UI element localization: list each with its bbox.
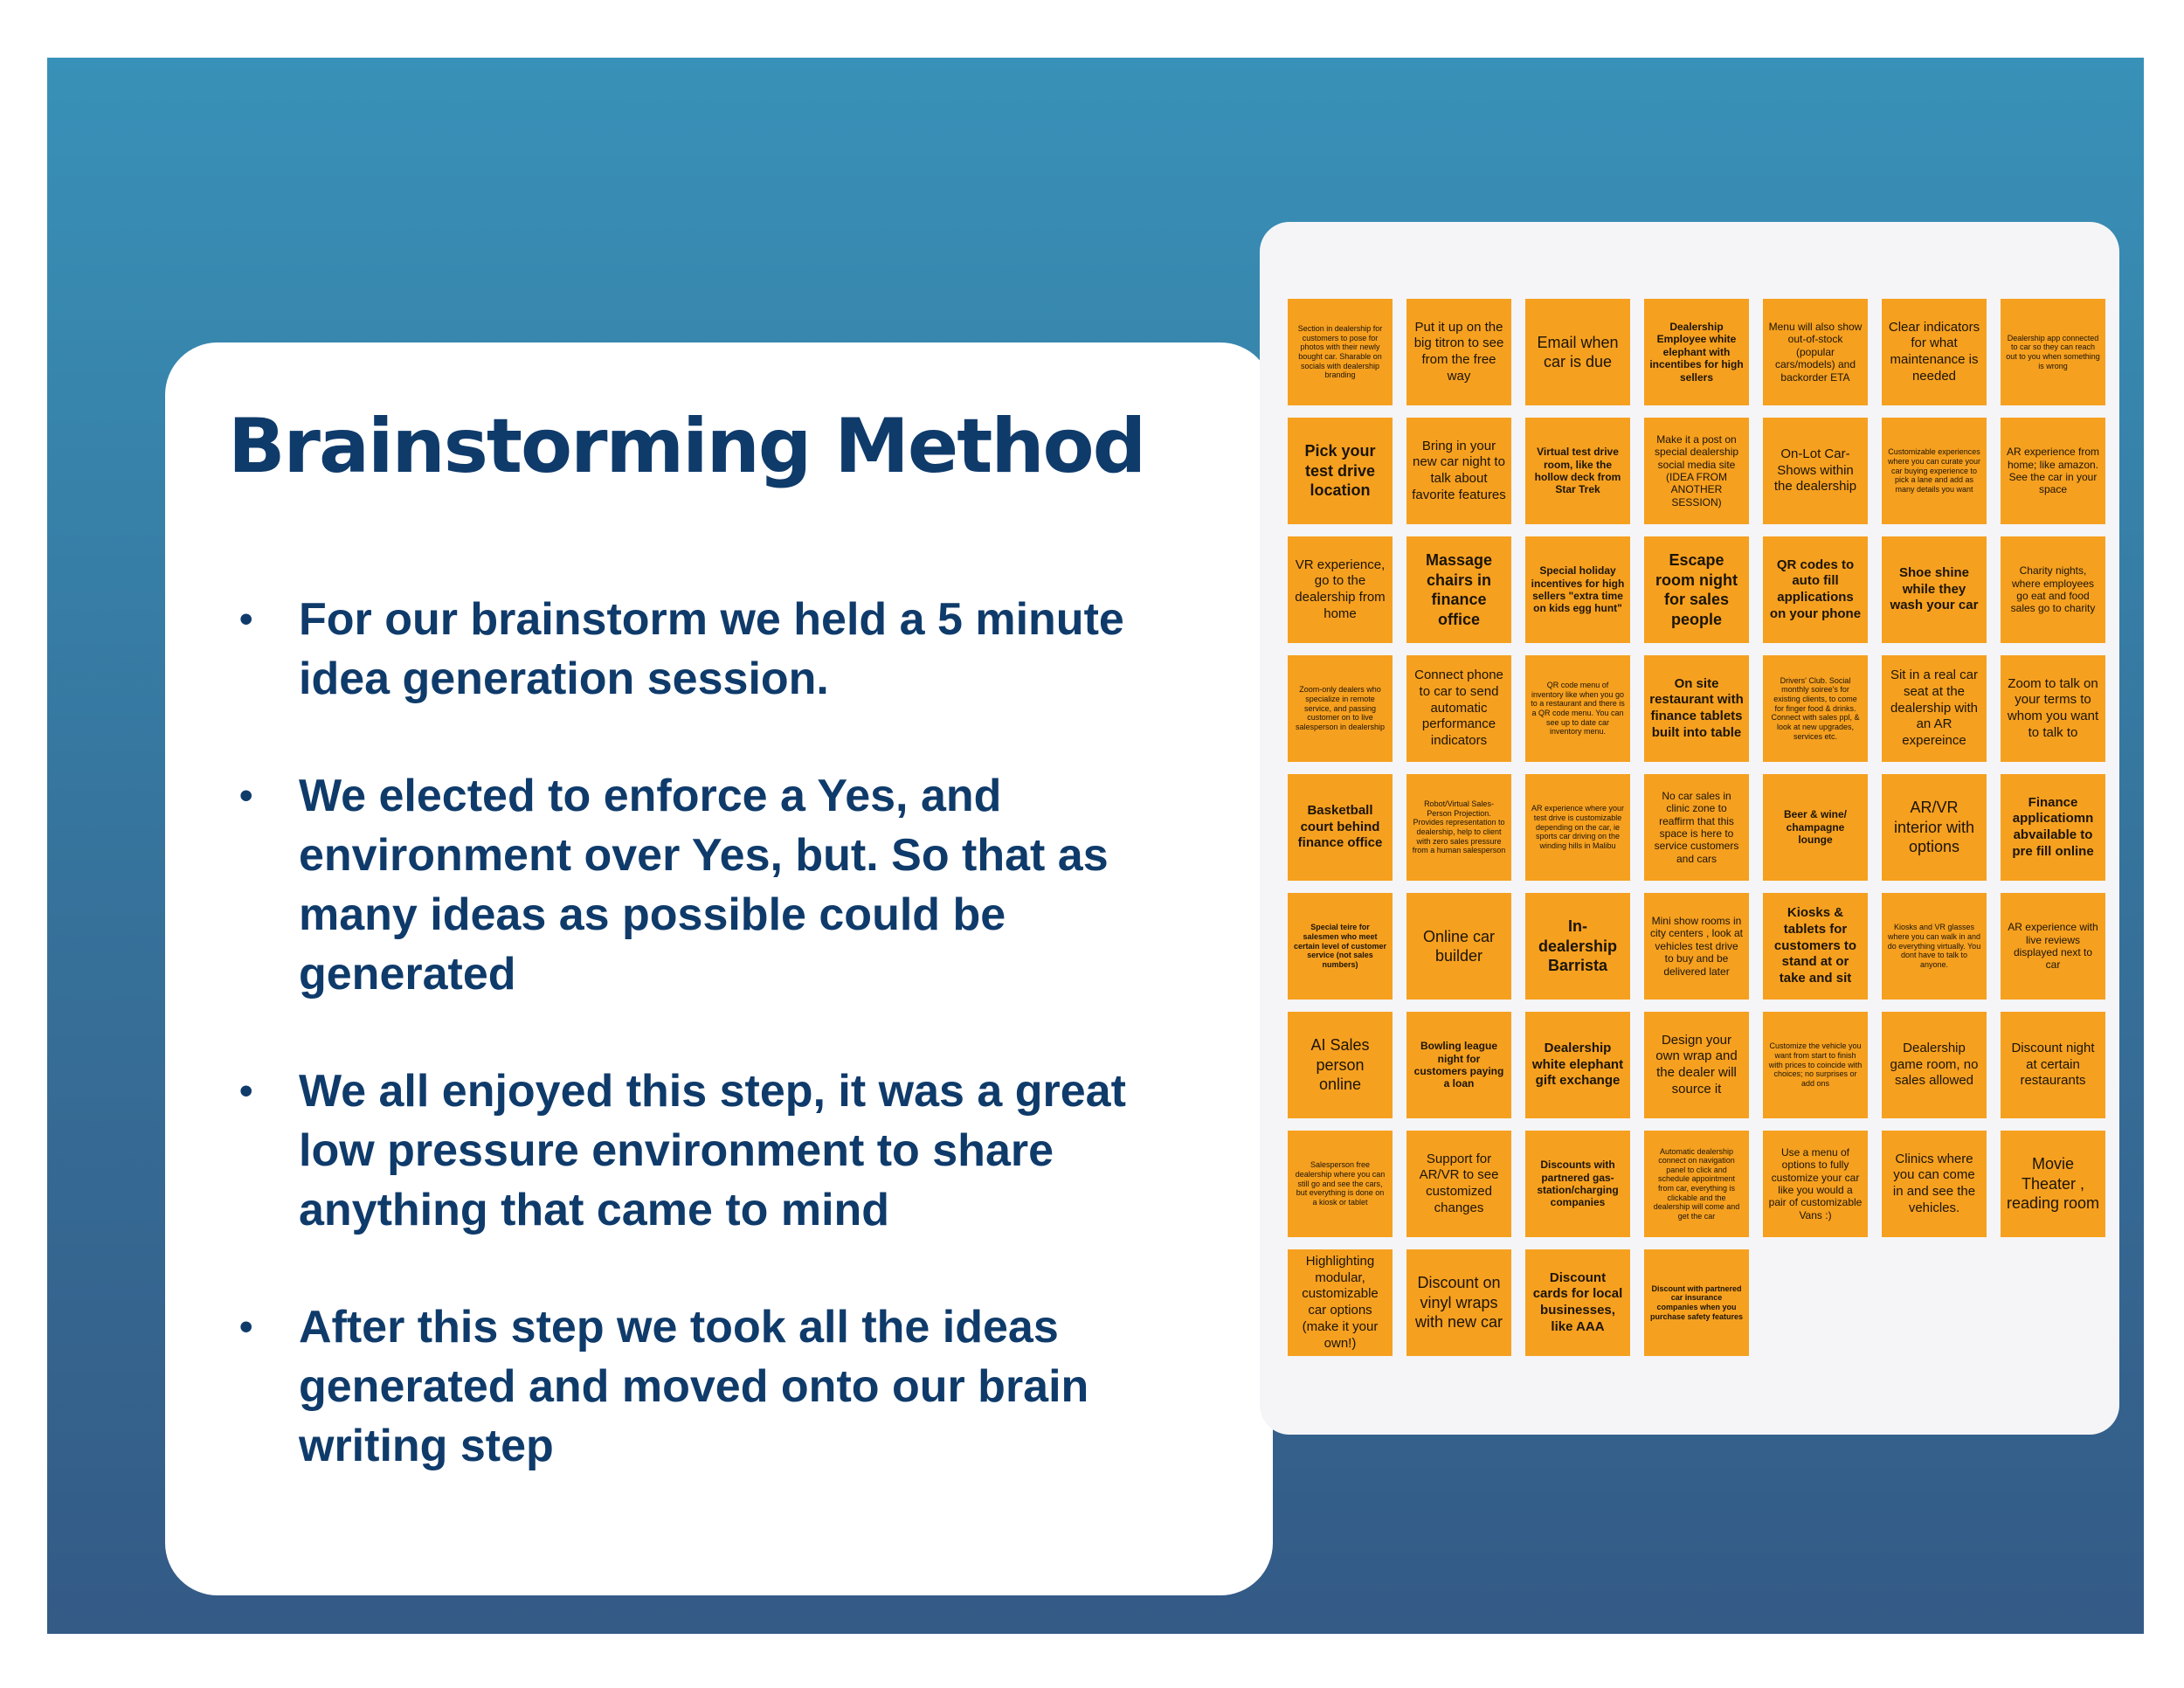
sticky-note: In-dealership Barrista: [1525, 893, 1630, 1000]
bullet-symbol: •: [239, 774, 253, 817]
sticky-note-grid: [1288, 299, 2105, 1356]
page-title: Brainstorming Method: [228, 403, 1145, 490]
sticky-note: Bowling league night for customers paying a loan: [1406, 1012, 1511, 1118]
sticky-note: Use a menu of options to fully customize your car like you would a pair of customizable Vans :): [1763, 1131, 1868, 1237]
sticky-note: Special teire for salesmen who meet certain level of customer service (not sales numbers): [1288, 893, 1393, 1000]
sticky-note: Mini show rooms in city centers , look at vehicles test drive to buy and be delivered later: [1644, 893, 1749, 1000]
sticky-note: Make it a post on special dealership social media site (IDEA FROM ANOTHER SESSION): [1644, 418, 1749, 524]
sticky-note: QR code menu of inventory like when you go to a restaurant and there is a QR code menu. You can see up to date car inventory menu.: [1525, 655, 1630, 762]
sticky-note: Discount with partnered car insurance companies when you purchase safety features: [1644, 1249, 1749, 1356]
sticky-note: Dealership app connected to car so they can reach out to you when something is wrong: [2001, 299, 2105, 405]
sticky-note: VR experience, go to the dealership from home: [1288, 536, 1393, 643]
sticky-note: Customize the vehicle you want from start to finish with prices to coincide with choices; no surprises or add ons: [1763, 1012, 1868, 1118]
bullet-list: [239, 590, 1200, 1533]
sticky-note: Dealership Employee white elephant with incentibes for high sellers: [1644, 299, 1749, 405]
sticky-note: Massage chairs in finance office: [1406, 536, 1511, 643]
slide-background: [47, 58, 2144, 1634]
sticky-note: AR experience with live reviews displayed next to car: [2001, 893, 2105, 1000]
sticky-note: Escape room night for sales people: [1644, 536, 1749, 643]
sticky-note: On-Lot Car-Shows within the dealership: [1763, 418, 1868, 524]
bullet-symbol: •: [239, 598, 253, 640]
bullet-symbol: •: [239, 1069, 253, 1112]
sticky-note: Highlighting modular, customizable car options (make it your own!): [1288, 1249, 1393, 1356]
sticky-note: Design your own wrap and the dealer will source it: [1644, 1012, 1749, 1118]
sticky-note: Zoom to talk on your terms to whom you want to talk to: [2001, 655, 2105, 762]
sticky-note: Special holiday incentives for high sellers "extra time on kids egg hunt": [1525, 536, 1630, 643]
sticky-note: Sit in a real car seat at the dealership with an AR expereince: [1882, 655, 1987, 762]
sticky-note: Salesperson free dealership where you can still go and see the cars, but everything is done on a kiosk or tablet: [1288, 1131, 1393, 1237]
sticky-note: Robot/Virtual Sales-Person Projection. Provides representation to dealership, help to client with zero sales pressure from a human salesperson: [1406, 774, 1511, 881]
sticky-note: AR experience where your test drive is customizable depending on the car, ie sports car driving on the winding hills in Malibu: [1525, 774, 1630, 881]
bullet-text: For our brainstorm we held a 5 minute idea generation session.: [299, 594, 1124, 704]
sticky-note: Charity nights, where employees go eat and food sales go to charity: [2001, 536, 2105, 643]
sticky-note: Dealership white elephant gift exchange: [1525, 1012, 1630, 1118]
sticky-note: Dealership game room, no sales allowed: [1882, 1012, 1987, 1118]
bullet-item: [239, 1297, 1200, 1476]
sticky-note: Put it up on the big titron to see from the free way: [1406, 299, 1511, 405]
sticky-note: Discount cards for local businesses, like AAA: [1525, 1249, 1630, 1356]
sticky-note: Virtual test drive room, like the hollow deck from Star Trek: [1525, 418, 1630, 524]
sticky-note: Clear indicators for what maintenance is needed: [1882, 299, 1987, 405]
bullet-text: After this step we took all the ideas generated and moved onto our brain writing step: [299, 1302, 1089, 1471]
bullet-text: We all enjoyed this step, it was a great low pressure environment to share anything that came to mind: [299, 1066, 1126, 1235]
sticky-note: Kiosks and VR glasses where you can walk in and do everything virtually. You dont have to talk to anyone.: [1882, 893, 1987, 1000]
bullet-symbol: •: [239, 1305, 253, 1348]
sticky-note: Section in dealership for customers to pose for photos with their newly bought car. Sharable on socials with dealership branding: [1288, 299, 1393, 405]
sticky-note: Shoe shine while they wash your car: [1882, 536, 1987, 643]
sticky-note: Discount on vinyl wraps with new car: [1406, 1249, 1511, 1356]
sticky-note: On site restaurant with finance tablets built into table: [1644, 655, 1749, 762]
sticky-note: Discount night at certain restaurants: [2001, 1012, 2105, 1118]
sticky-note: Bring in your new car night to talk about favorite features: [1406, 418, 1511, 524]
sticky-note: Beer & wine/ champagne lounge: [1763, 774, 1868, 881]
sticky-note: Support for AR/VR to see customized changes: [1406, 1131, 1511, 1237]
sticky-note: Automatic dealership connect on navigation panel to click and schedule appointment from car, everything is clickable and the dealership will come and get the car: [1644, 1131, 1749, 1237]
sticky-note: Drivers' Club. Social monthly soiree's for existing clients, to come for finger food & drinks. Connect with sales ppl, & look at new upgrades, services etc.: [1763, 655, 1868, 762]
bullet-item: [239, 766, 1200, 1004]
sticky-note-board: [1260, 222, 2119, 1435]
sticky-note: Basketball court behind finance office: [1288, 774, 1393, 881]
sticky-note: Kiosks & tablets for customers to stand at or take and sit: [1763, 893, 1868, 1000]
sticky-note: Clinics where you can come in and see the vehicles.: [1882, 1131, 1987, 1237]
sticky-note: QR codes to auto fill applications on your phone: [1763, 536, 1868, 643]
sticky-note: Online car builder: [1406, 893, 1511, 1000]
sticky-note: Zoom-only dealers who specialize in remote service, and passing customer on to live salesperson in dealership: [1288, 655, 1393, 762]
sticky-note: Email when car is due: [1525, 299, 1630, 405]
sticky-note: Customizable experiences where you can curate your car buying experience to pick a lane and add as many details you want: [1882, 418, 1987, 524]
sticky-note: Movie Theater , reading room: [2001, 1131, 2105, 1237]
sticky-note: AI Sales person online: [1288, 1012, 1393, 1118]
text-card: [165, 342, 1273, 1595]
sticky-note: AR/VR interior with options: [1882, 774, 1987, 881]
sticky-note: Menu will also show out-of-stock (popular cars/models) and backorder ETA: [1763, 299, 1868, 405]
sticky-note: Discounts with partnered gas-station/charging companies: [1525, 1131, 1630, 1237]
bullet-item: [239, 1062, 1200, 1240]
bullet-text: We elected to enforce a Yes, and environment over Yes, but. So that as many ideas as possible could be generated: [299, 771, 1109, 1000]
sticky-note: Finance applicatiomn abvailable to pre fill online: [2001, 774, 2105, 881]
bullet-item: [239, 590, 1200, 709]
sticky-note: AR experience from home; like amazon. See the car in your space: [2001, 418, 2105, 524]
sticky-note: Pick your test drive location: [1288, 418, 1393, 524]
sticky-note: Connect phone to car to send automatic performance indicators: [1406, 655, 1511, 762]
sticky-note: No car sales in clinic zone to reaffirm that this space is here to service customers and cars: [1644, 774, 1749, 881]
